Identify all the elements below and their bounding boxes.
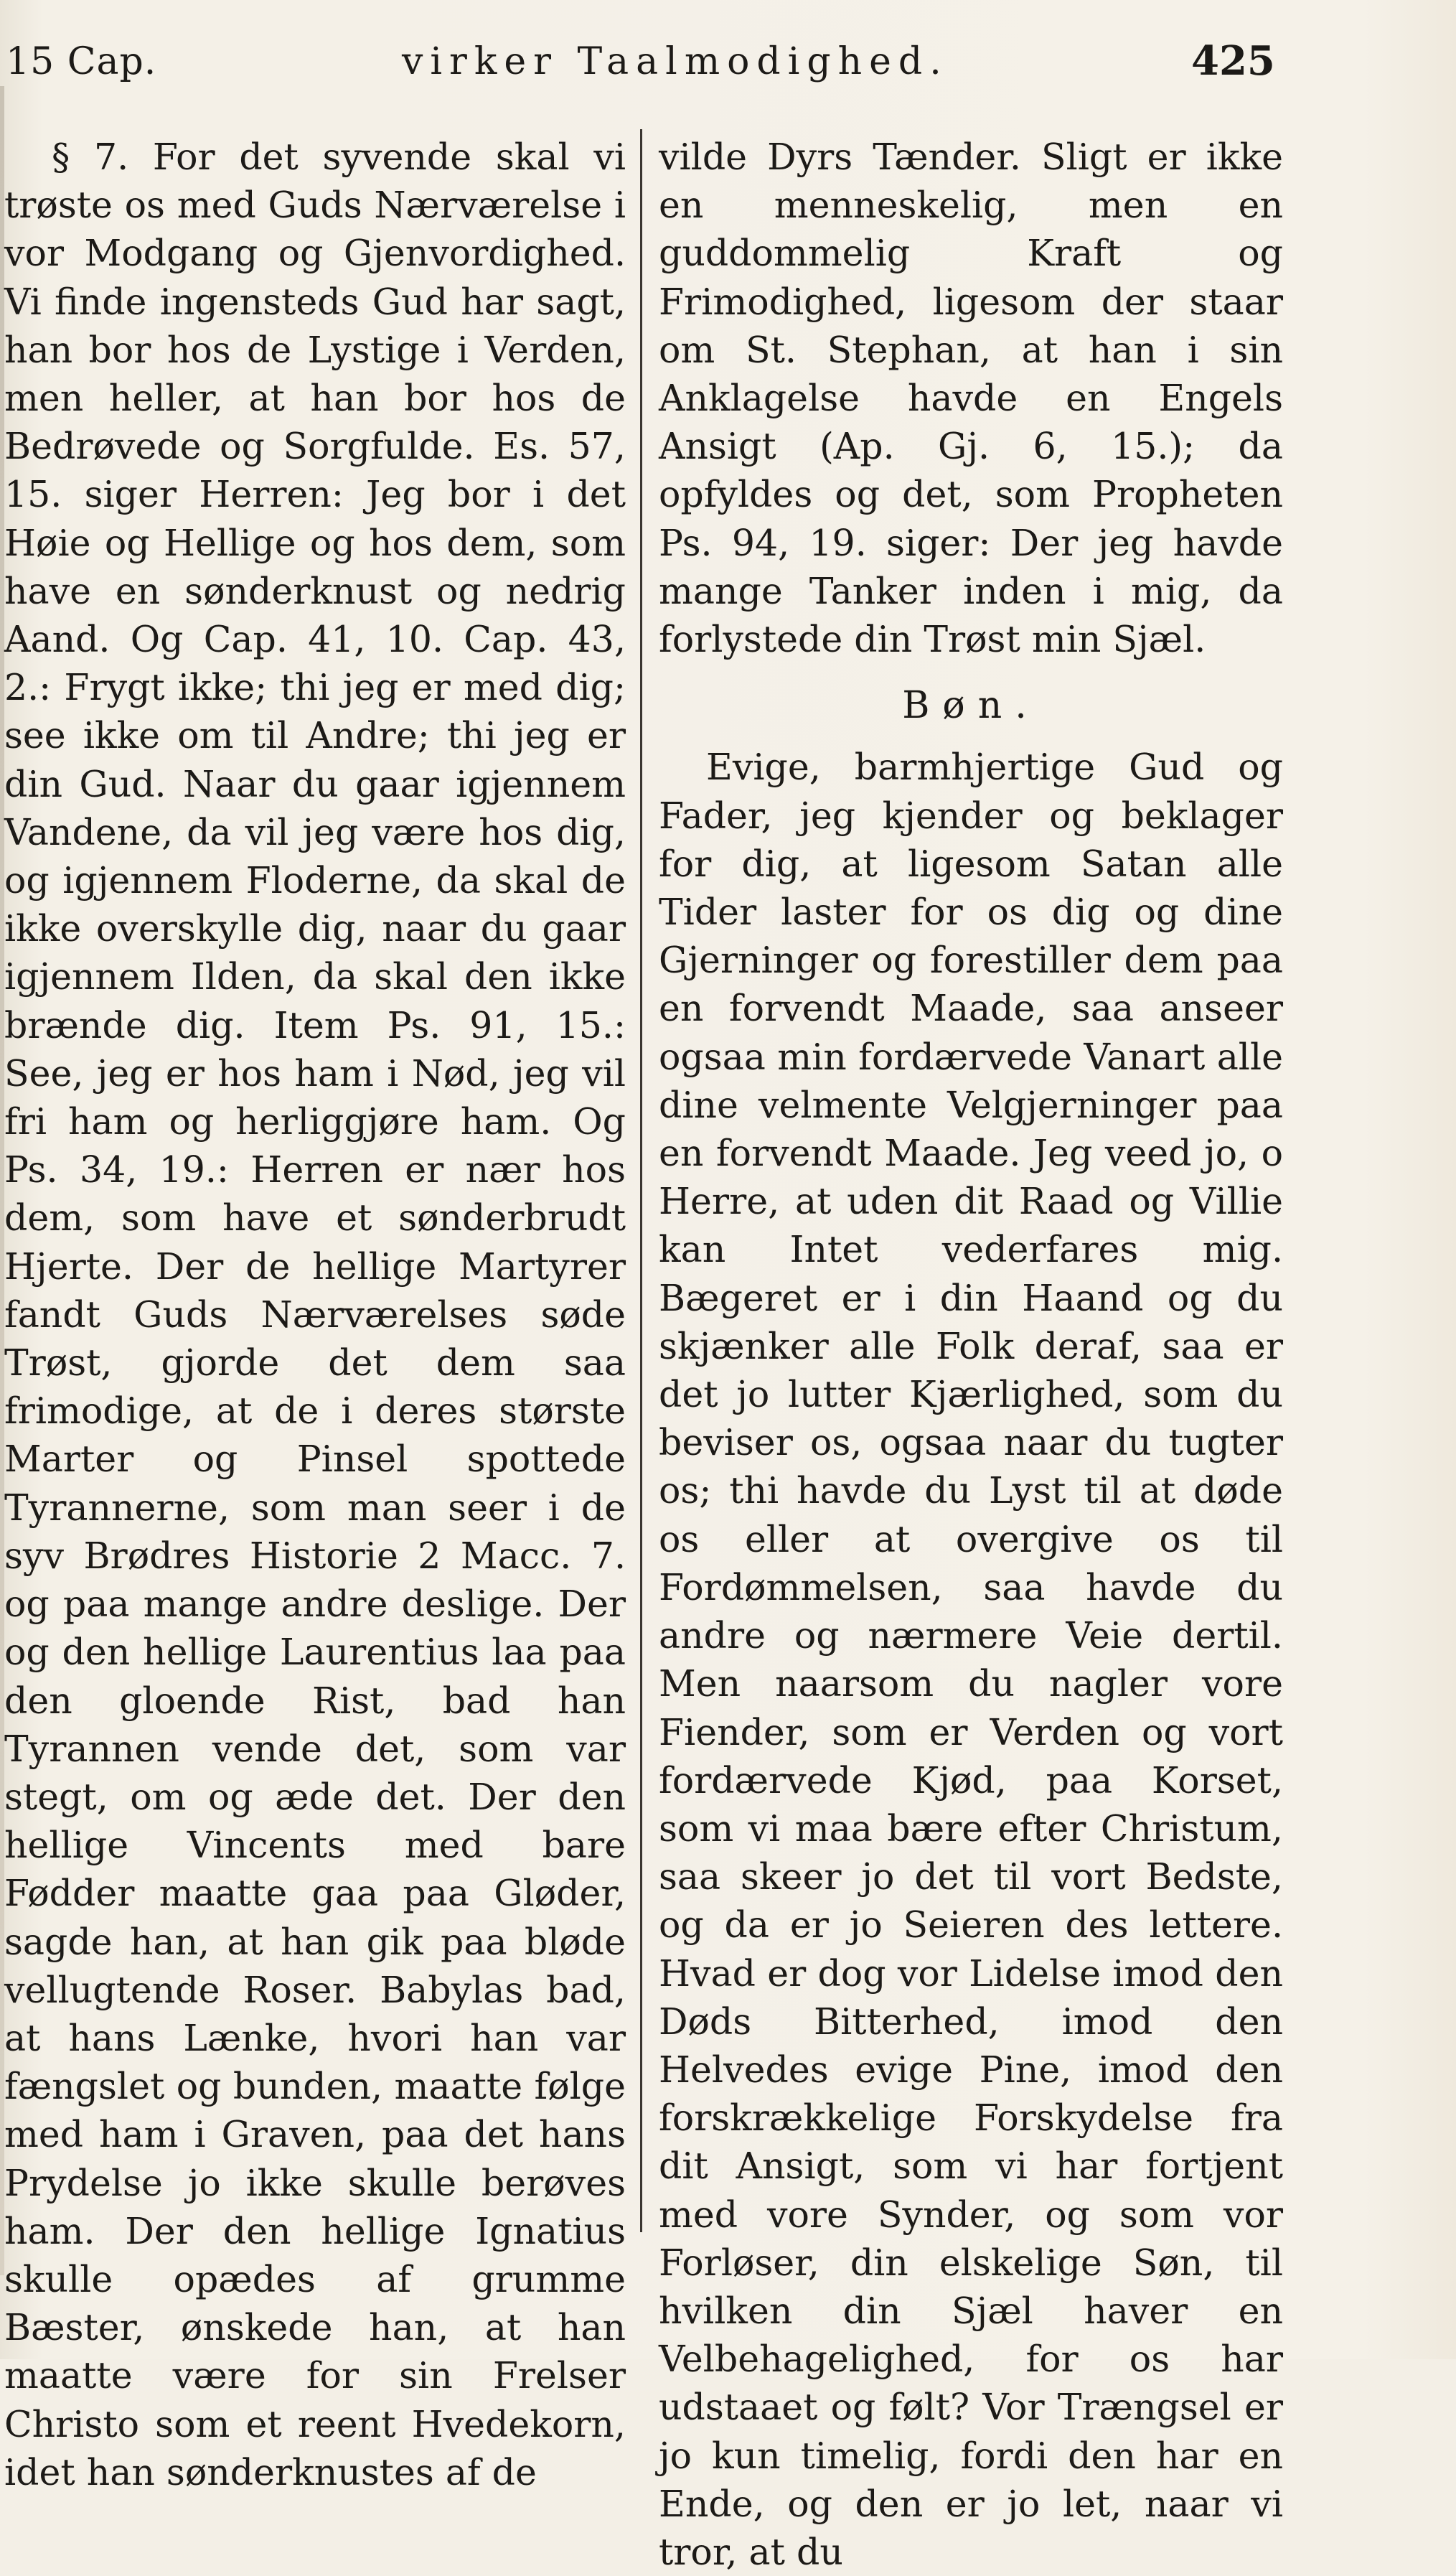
column-divider <box>640 129 642 2232</box>
paragraph-section-7: § 7. For det syvende skal vi trøste os med Guds Nærværelse i vor Modgang og Gjenvordighed. Vi finde ingensteds Gud har sagt, han bor hos de Lystige i Verden, men heller, at han bor hos de Bedrøvede og Sorgfulde. Es. 57, 15. siger Herren: Jeg bor i det Høie og Hellige og hos dem, som have en sønderknust og nedrig Aand. Og Cap. 41, 10. Cap. 43, 2.: Frygt ikke; thi jeg er med dig; see ikke om til Andre; thi jeg er din Gud. Naar du gaar igjennem Vandene, da vil jeg være hos dig, og igjennem Floderne, da skal de ikke overskylle dig, naar du gaar igjennem Ilden, da skal den ikke brænde dig. Item Ps. 91, 15.: See, jeg er hos ham i Nød, jeg vil fri ham og herliggjøre ham. Og Ps. 34, 19.: Herren er nær hos dem, som have et sønderbrudt Hjerte. Der de hellige Martyrer fandt Guds Nærværelses søde Trøst, gjorde det dem saa frimodige, at de i deres største Marter og Pinsel spottede Tyrannerne, som man seer i de syv Brødres Historie 2 Macc. 7. og paa mange andre deslige. Der og den hellige Laurentius laa paa den gloende Rist, bad han Tyrannen vende det, som var stegt, om og æde det. Der den hellige Vincents med bare Fødder maatte gaa paa Gløder, sagde han, at han gik paa bløde vellugtende Roser. Babylas bad, at hans Lænke, hvori han var fængslet og bunden, maatte følge med ham i Graven, paa det hans Prydelse jo ikke skulle berøves ham. Der den hellige Ignatius skulle opædes af grumme Bæster, ønskede han, at han maatte være for sin Frelser Christo som et reent Hvedekorn, idet han sønderknustes af de <box>4 136 626 2493</box>
page-number: 425 <box>1191 37 1275 85</box>
right-column <box>659 133 1283 2576</box>
paragraph-prayer: Evige, barmhjertige Gud og Fader, jeg kjender og beklager for dig, at ligesom Satan alle Tider laster for os dig og dine Gjerninger og forestiller dem paa en forvendt Maade, saa anseer ogsaa min fordærvede Vanart alle dine velmente Velgjerninger paa en forvendt Maade. Jeg veed jo, o Herre, at uden dit Raad og Villie kan Intet vederfares mig. Bægeret er i din Haand og du skjænker alle Folk deraf, saa er det jo lutter Kjærlighed, som du beviser os, ogsaa naar du tugter os; thi havde du Lyst til at døde os eller at overgive os til Fordømmelsen, saa havde du andre og nærmere Veie dertil. Men naarsom du nagler vore Fiender, som er Verden og vort fordærvede Kjød, paa Korset, som vi maa bære efter Christum, saa skeer jo det til vort Bedste, og da er jo Seieren des lettere. Hvad er dog vor Lidelse imod den Døds Bitterhed, imod den Helvedes evige Pine, imod den forskrækkelige Forskydelse fra dit Ansigt, som vi har fortjent med vore Synder, og som vor Forløser, din elskelige Søn, til hvilken din Sjæl haver en Velbehagelighed, for os har udstaaet og følt? Vor Trængsel er jo kun timelig, fordi den har en Ende, og den er jo let, naar vi tror, at du <box>659 746 1283 2573</box>
prayer-heading: Bøn. <box>902 684 1040 728</box>
left-column <box>4 133 626 2496</box>
paragraph-continuation: vilde Dyrs Tænder. Sligt er ikke en menneskelig, men en guddommelig Kraft og Frimodighed, ligesom der staar om St. Stephan, at han i sin Anklagelse havde en Engels Ansigt (Ap. Gj. 6, 15.); da opfyldes og det, som Propheten Ps. 94, 19. siger: Der jeg havde mange Tanker inden i mig, da forlystede din Trøst min Sjæl. <box>659 136 1283 661</box>
header-chapter: 15 Cap. <box>6 40 157 83</box>
running-header <box>0 27 1292 92</box>
header-title: virker Taalmodighed. <box>402 40 949 83</box>
